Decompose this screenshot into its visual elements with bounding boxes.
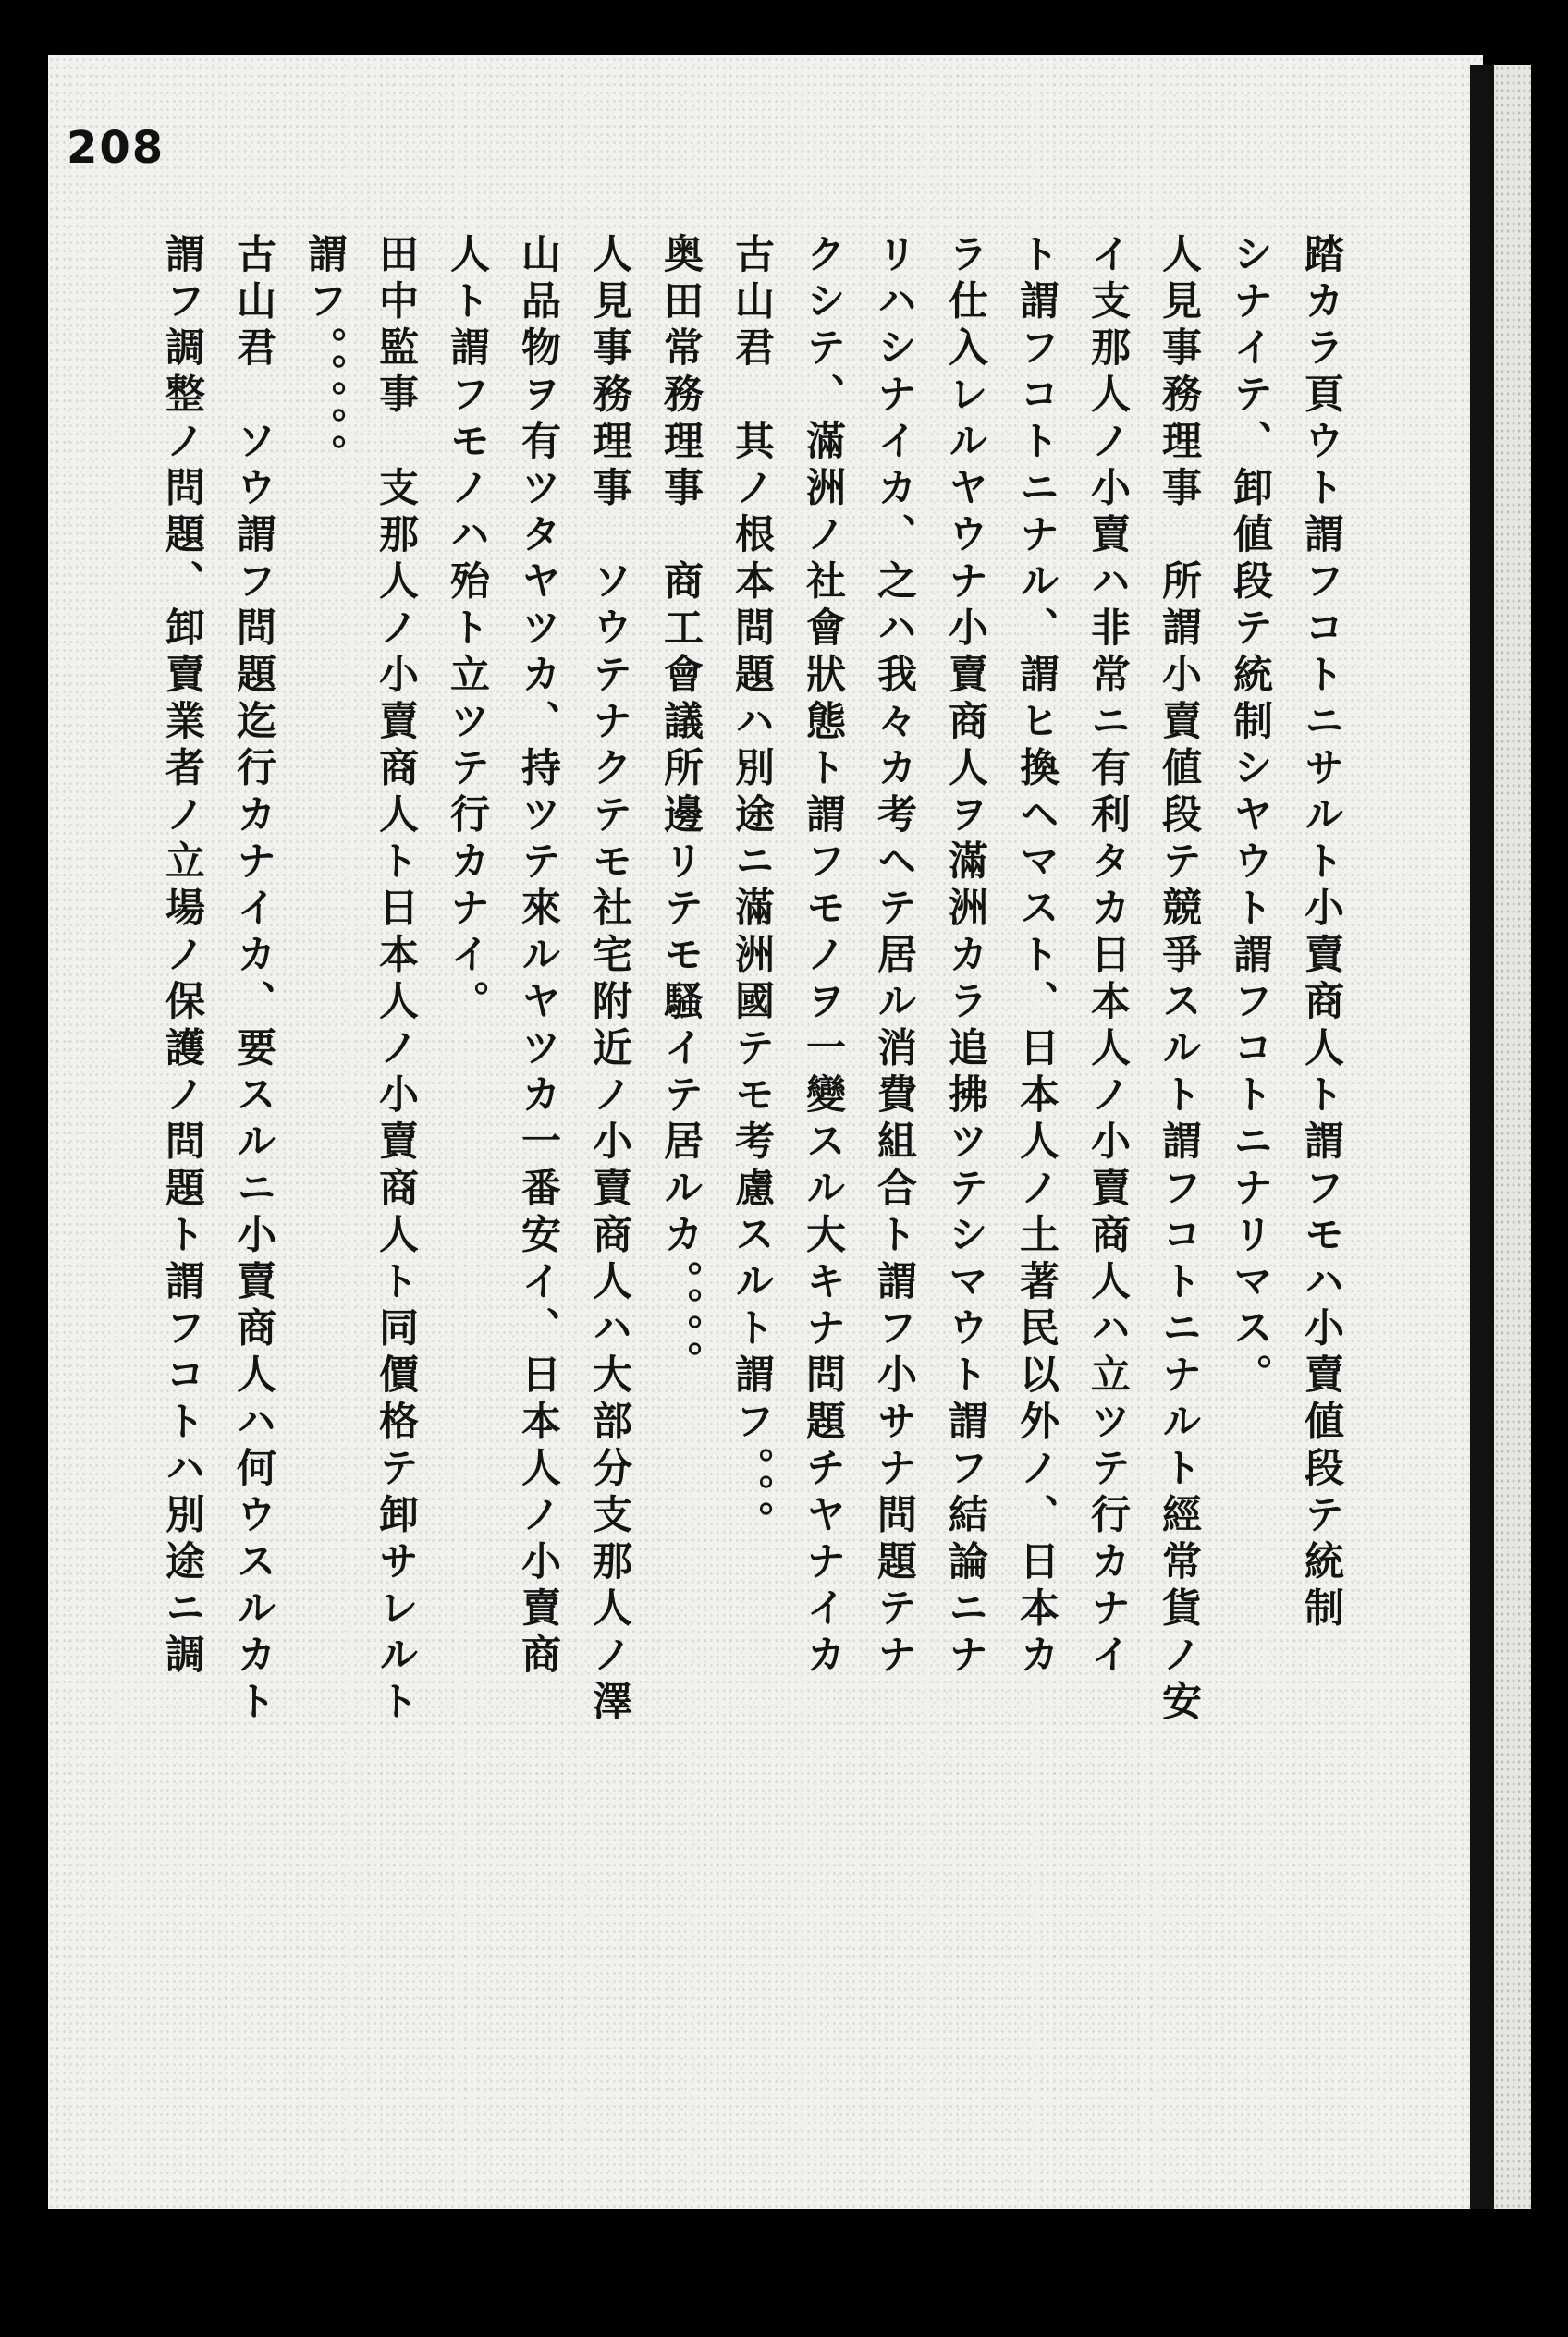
vertical-text-block: [148, 233, 1344, 2174]
text-column: 謂フ調整ノ問題、卸賣業者ノ立場ノ保護ノ問題ト謂フコトハ別途ニ調: [159, 233, 205, 1681]
text-column: 人見事務理事 所謂小賣値段テ競爭スルト謂フコトニナルト經常貨ノ安: [1156, 233, 1202, 1727]
text-column: 山品物ヲ有ツタヤツカ、持ツテ來ルヤツカ一番安イ、日本人ノ小賣商: [515, 233, 561, 1681]
text-column: 踏カラ頁ウト謂フコトニサルト小賣商人ト謂フモハ小賣値段テ統制: [1298, 233, 1344, 1633]
book-gutter: [1470, 65, 1494, 2209]
text-column: リハシナイカ、之ハ我々カ考ヘテ居ル消費組合ト謂フ小サナ問題テナ: [871, 233, 917, 1681]
text-column: 人見事務理事 ソウテナクテモ社宅附近ノ小賣商人ハ大部分支那人ノ澤: [586, 233, 632, 1727]
page-number: 208: [67, 122, 165, 174]
text-column: シナイテ、卸値段テ統制シヤウト謂フコトニナリマス。: [1227, 233, 1273, 1401]
next-page-edge: [1494, 65, 1531, 2209]
text-column: 古山君 ソウ謂フ問題迄行カナイカ、要スルニ小賣商人ハ何ウスルカト: [230, 233, 276, 1727]
text-column: ト謂フコトニナル、謂ヒ換ヘマスト、日本人ノ土著民以外ノ、日本カ: [1013, 233, 1060, 1681]
text-column: 人ト謂フモノハ殆ト立ツテ行カナイ。: [444, 233, 490, 1027]
text-column: 奥田常務理事 商工會議所邊リテモ騷イテ居ルカ。。。。: [657, 233, 704, 1388]
text-column: 田中監事 支那人ノ小賣商人ト日本人ノ小賣商人ト同價格テ卸サレルト: [373, 233, 419, 1727]
text-column: ラ仕入レルヤウナ小賣商人ヲ滿洲カラ追拂ツテシマウト謂フ結論ニナ: [942, 233, 988, 1681]
text-column: 古山君 其ノ根本問題ハ別途ニ滿洲國テモ考慮スルト謂フ。。。: [729, 233, 775, 1548]
text-column: イ支那人ノ小賣ハ非常ニ有利タカ日本人ノ小賣商人ハ立ツテ行カナイ: [1084, 233, 1131, 1681]
text-column: 謂フ。。。。。: [301, 233, 348, 481]
text-column: クシテ、滿洲ノ社會狀態ト謂フモノヲ一變スル大キナ問題チヤナイカ: [800, 233, 846, 1681]
